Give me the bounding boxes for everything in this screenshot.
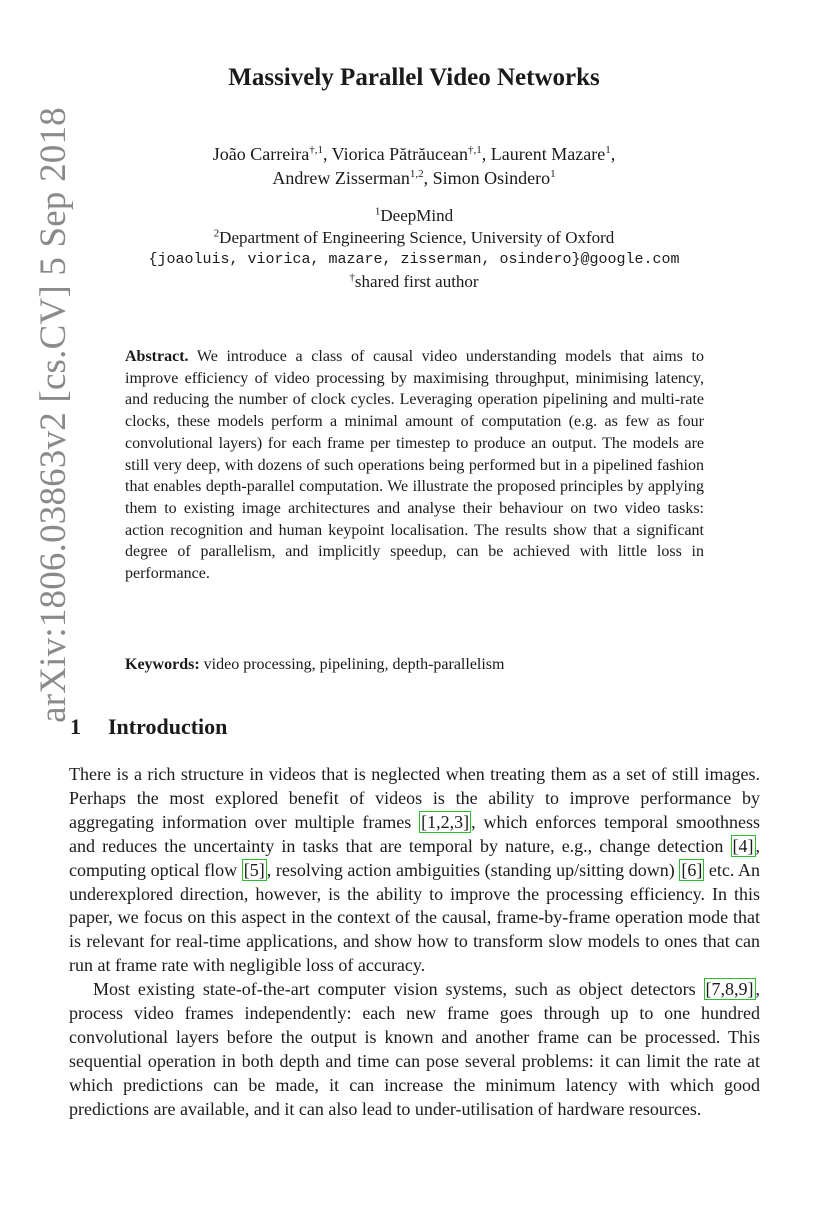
- author-affil-mark: 1: [550, 168, 556, 180]
- paragraph-text: etc. An underexplored direction, however, is the ability to improve the processing efficiency. In this paper, we focus on this aspect in the context of the causal, frame-by-frame operation mode that is relevant for real-time applications, and show how to transform slow models to ones that can run at frame rate with negligible loss of accuracy.: [69, 859, 761, 976]
- author-name: Laurent Mazare: [490, 144, 606, 164]
- author-separator: ,: [322, 144, 332, 164]
- citation-link[interactable]: [7,8,9]: [705, 979, 754, 1000]
- shared-author-text: shared first author: [354, 272, 479, 291]
- paragraph-text: , process video frames independently: each new frame goes through up to one hundred convolutional layers before the output is known and another frame can be processed. This sequential operation in both depth and time can pose several problems: it can limit the rate at which predictions can be made, it can increase the minimum latency with which good predictions are available, and it can also lead to under-utilisation of hardware resources.: [69, 979, 760, 1119]
- citation-link[interactable]: [6]: [681, 859, 703, 880]
- author-affil-mark: †,1: [309, 144, 323, 156]
- paragraph-text: , computing optical flow: [69, 835, 760, 880]
- author-name: Simon Osindero: [432, 168, 551, 188]
- affiliations: [0, 205, 828, 293]
- paragraph-text: , resolving action ambiguities (standing up/sitting down): [266, 859, 680, 880]
- paragraph: [69, 763, 760, 978]
- author-separator: ,: [610, 144, 616, 164]
- section-heading: [70, 714, 227, 740]
- author-separator: ,: [481, 144, 491, 164]
- abstract-label: Abstract.: [125, 348, 189, 365]
- paper-title: Massively Parallel Video Networks: [228, 64, 600, 91]
- author-name: Andrew Zisserman: [272, 168, 410, 188]
- author-name: Viorica Pătrăucean: [331, 144, 469, 164]
- affiliation-oxford: [0, 227, 828, 249]
- affiliation-name: Department of Engineering Science, University of Oxford: [219, 228, 615, 247]
- shared-author-note: [0, 271, 828, 293]
- abstract-text: We introduce a class of causal video understanding models that aims to improve efficiency of video processing by maximising throughput, minimising latency, and reducing the number of clock cycles. Leveraging operation pipelining and multi-rate clocks, these models perform a minimal amount of computation (e.g. as few as four convolutional layers) for each frame per timestep to produce an output. The models are still very deep, with dozens of such operations being performed but in a pipelined fashion that enables depth-parallel computation. We illustrate the proposed principles by applying them to existing image architectures and analyse their behaviour on two video tasks: action recognition and human keypoint localisation. The results show that a significant degree of parallelism, and implicitly speedup, can be achieved with little loss in performance.: [125, 348, 704, 583]
- section-number: 1: [70, 714, 81, 739]
- abstract: [125, 346, 704, 585]
- dagger-mark: †: [349, 271, 355, 284]
- paragraph: [69, 978, 760, 1121]
- paragraph-text: , which enforces temporal smoothness and reduces the uncertainty in tasks that are temporal by nature, e.g., change detection: [69, 811, 760, 856]
- paragraph-text: Most existing state-of-the-art computer vision systems, such as object detectors: [93, 979, 704, 1000]
- author-affil-mark: †,1: [468, 144, 482, 156]
- citation-link[interactable]: [1,2,3]: [421, 811, 470, 832]
- affiliation-deepmind: [0, 205, 828, 227]
- author-separator: ,: [423, 168, 433, 188]
- body-text: [69, 763, 760, 1122]
- author-affil-mark: 1,2: [409, 168, 424, 180]
- arxiv-id: arXiv:1806.03863v2 [cs.CV] 5 Sep 2018: [33, 107, 74, 723]
- author-list: [0, 142, 828, 190]
- author-affil-mark: 1: [605, 144, 611, 156]
- affiliation-mark: 1: [374, 205, 381, 218]
- author-name: João Carreira: [212, 144, 310, 164]
- affiliation-mark: 2: [213, 227, 220, 240]
- citation-link[interactable]: [5]: [243, 859, 265, 880]
- citation-link[interactable]: [4]: [732, 835, 754, 856]
- keywords-label: Keywords:: [125, 656, 200, 673]
- affiliation-name: DeepMind: [380, 206, 454, 225]
- author-emails: {joaoluis, viorica, mazare, zisserman, osindero}@google.com: [148, 251, 680, 268]
- paragraph-text: There is a rich structure in videos that is neglected when treating them as a set of still images. Perhaps the most explored benefit of videos is the ability to improve performance by aggregating information over multiple frames: [69, 764, 760, 832]
- section-title: Introduction: [108, 714, 228, 739]
- keywords-text: video processing, pipelining, depth-parallelism: [199, 656, 505, 673]
- keywords: [125, 654, 704, 675]
